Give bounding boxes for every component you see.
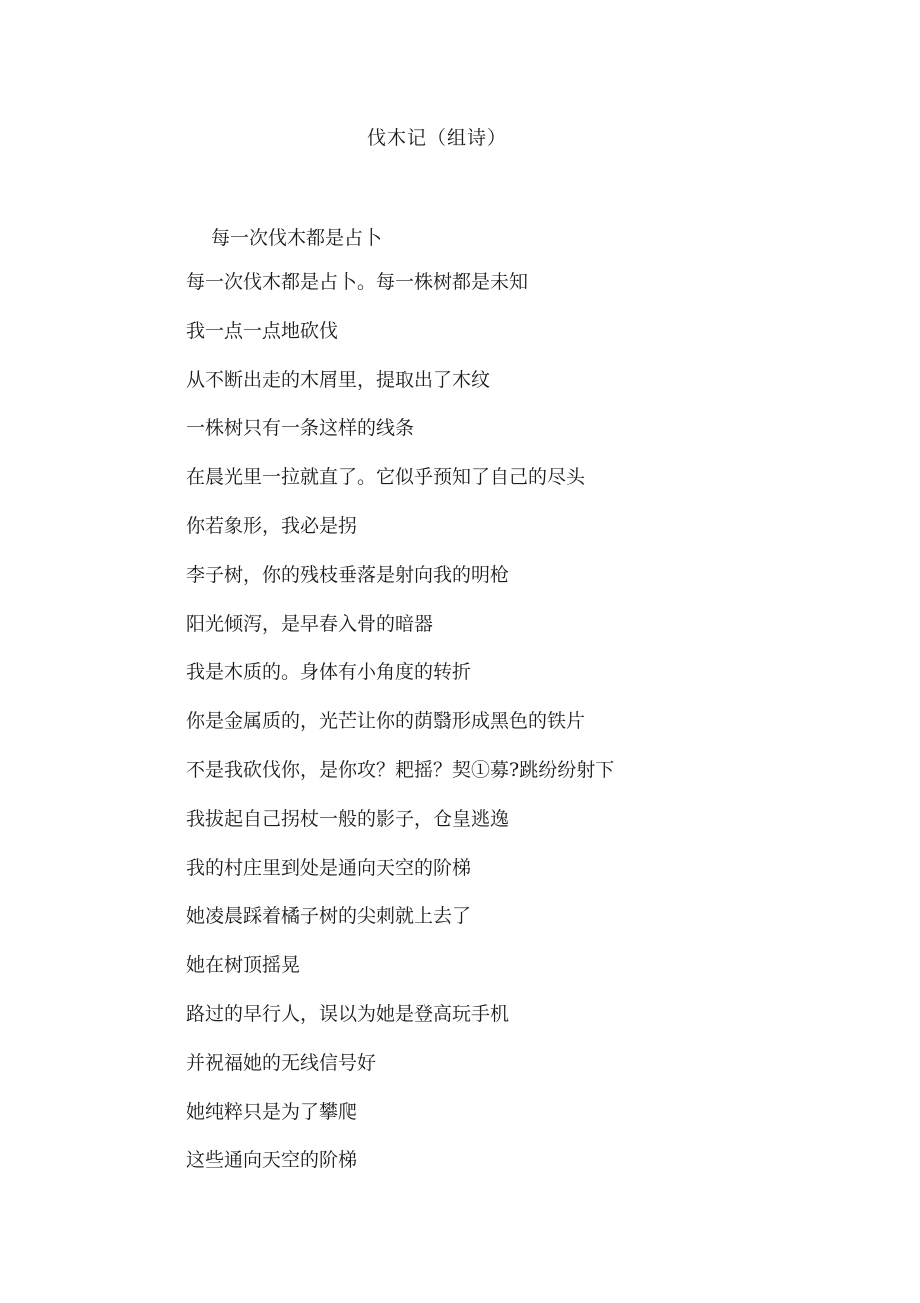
poem-lines [186, 268, 614, 1195]
document-title: 伐木记（组诗） [366, 127, 507, 149]
poem-line: 从不断出走的木屑里，提取出了木纹 [186, 368, 491, 391]
poem-line: 这些通向天空的阶梯 [186, 1149, 358, 1172]
poem-line: 我拔起自己拐杖一般的影子，仓皇逃逸 [186, 807, 510, 830]
poem-line: 她凌晨踩着橘子树的尖刺就上去了 [186, 905, 472, 928]
poem-line: 你若象形，我必是拐 [186, 514, 358, 537]
poem-line: 她纯粹只是为了攀爬 [186, 1100, 358, 1123]
poem-line: 不是我砍伐你，是你攻？耙摇？契①募?跳纷纷射下 [186, 758, 615, 781]
poem-line: 在晨光里一拉就直了。它似乎预知了自己的尽头 [186, 466, 586, 489]
poem-line: 我是木质的。身体有小角度的转折 [186, 661, 472, 684]
poem-line: 李子树，你的残枝垂落是射向我的明枪 [186, 563, 510, 586]
poem-line: 我的村庄里到处是通向天空的阶梯 [186, 856, 472, 879]
poem-line: 我一点一点地砍伐 [186, 319, 339, 342]
poem-line: 路过的早行人，误以为她是登高玩手机 [186, 1002, 510, 1025]
poem-line: 她在树顶摇晃 [186, 954, 301, 977]
poem-line: 并祝福她的无线信号好 [186, 1051, 377, 1074]
poem-section-title: 每一次伐木都是占卜 [211, 227, 383, 249]
poem-line: 你是金属质的，光芒让你的荫翳形成黑色的铁片 [186, 710, 586, 733]
poem-line: 阳光倾泻，是早春入骨的暗器 [186, 612, 434, 635]
poem-line: 每一次伐木都是占卜。每一株树都是未知 [186, 271, 529, 293]
poem-line: 一株树只有一条这样的线条 [186, 417, 415, 440]
